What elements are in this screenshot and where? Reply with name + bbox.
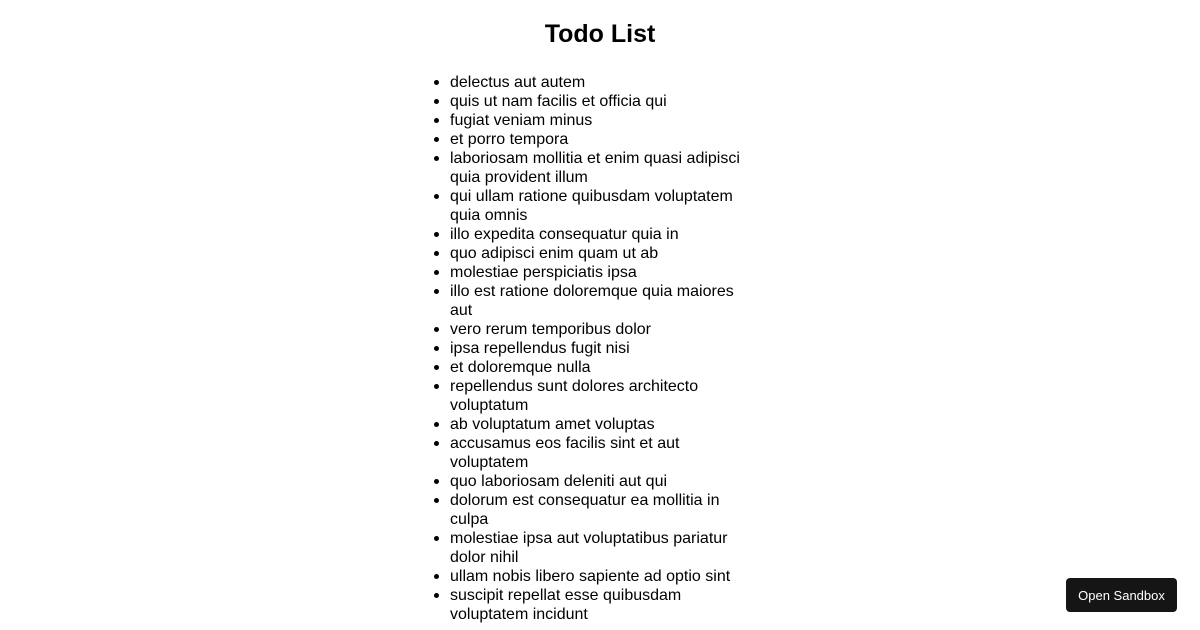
todo-item-text: quo adipisci enim quam ut ab bbox=[450, 245, 659, 262]
todo-item-text: illo expedita consequatur quia in bbox=[450, 226, 679, 243]
todo-item-text: fugiat veniam minus bbox=[450, 112, 593, 129]
todo-item-text: ipsa repellendus fugit nisi bbox=[450, 340, 630, 357]
todo-item bbox=[450, 377, 750, 415]
bullet-icon bbox=[434, 156, 439, 161]
todo-item bbox=[450, 111, 750, 130]
bullet-icon bbox=[434, 137, 439, 142]
todo-item-text: delectus aut autem bbox=[450, 74, 586, 91]
todo-item bbox=[450, 130, 750, 149]
todo-item bbox=[450, 187, 750, 225]
bullet-icon bbox=[434, 346, 439, 351]
todo-item-text: et doloremque nulla bbox=[450, 359, 591, 376]
todo-item bbox=[450, 92, 750, 111]
page-title: Todo List bbox=[544, 20, 656, 48]
bullet-icon bbox=[434, 194, 439, 199]
todo-item-text: ab voluptatum amet voluptas bbox=[450, 416, 655, 433]
todo-item-text: vero rerum temporibus dolor bbox=[450, 321, 651, 338]
todo-item-text: molestiae ipsa aut voluptatibus pariatur dolor nihil bbox=[450, 530, 728, 566]
todo-item-text: repellendus sunt dolores architecto voluptatum bbox=[450, 378, 699, 414]
todo-item bbox=[450, 586, 750, 624]
todo-list bbox=[450, 73, 750, 624]
bullet-icon bbox=[434, 99, 439, 104]
todo-item-text: quis ut nam facilis et officia qui bbox=[450, 93, 667, 110]
todo-item bbox=[450, 282, 750, 320]
todo-item bbox=[450, 320, 750, 339]
bullet-icon bbox=[434, 498, 439, 503]
todo-item bbox=[450, 434, 750, 472]
bullet-icon bbox=[434, 270, 439, 275]
todo-item bbox=[450, 415, 750, 434]
bullet-icon bbox=[434, 251, 439, 256]
bullet-icon bbox=[434, 80, 439, 85]
todo-item-text: molestiae perspiciatis ipsa bbox=[450, 264, 637, 281]
todo-item-text: qui ullam ratione quibusdam voluptatem quia omnis bbox=[450, 188, 733, 224]
open-sandbox-button[interactable]: Open Sandbox bbox=[1066, 578, 1177, 612]
bullet-icon bbox=[434, 118, 439, 123]
todo-item bbox=[450, 149, 750, 187]
todo-item bbox=[450, 358, 750, 377]
bullet-icon bbox=[434, 574, 439, 579]
todo-item-text: suscipit repellat esse quibusdam voluptatem incidunt bbox=[450, 587, 682, 623]
bullet-icon bbox=[434, 422, 439, 427]
todo-item bbox=[450, 73, 750, 92]
todo-item-text: dolorum est consequatur ea mollitia in culpa bbox=[450, 492, 720, 528]
todo-item bbox=[450, 567, 750, 586]
bullet-icon bbox=[434, 384, 439, 389]
todo-item bbox=[450, 244, 750, 263]
todo-item bbox=[450, 529, 750, 567]
todo-item-text: quo laboriosam deleniti aut qui bbox=[450, 473, 668, 490]
todo-item-text: illo est ratione doloremque quia maiores aut bbox=[450, 283, 734, 319]
bullet-icon bbox=[434, 593, 439, 598]
todo-item-text: ullam nobis libero sapiente ad optio sint bbox=[450, 568, 731, 585]
bullet-icon bbox=[434, 479, 439, 484]
bullet-icon bbox=[434, 289, 439, 294]
bullet-icon bbox=[434, 441, 439, 446]
todo-item-text: laboriosam mollitia et enim quasi adipisci quia provident illum bbox=[450, 150, 740, 186]
todo-item-text: accusamus eos facilis sint et aut voluptatem bbox=[450, 435, 680, 471]
todo-item bbox=[450, 339, 750, 358]
bullet-icon bbox=[434, 327, 439, 332]
bullet-icon bbox=[434, 232, 439, 237]
todo-item bbox=[450, 491, 750, 529]
todo-item bbox=[450, 472, 750, 491]
bullet-icon bbox=[434, 536, 439, 541]
bullet-icon bbox=[434, 365, 439, 370]
todo-item bbox=[450, 263, 750, 282]
todo-item-text: et porro tempora bbox=[450, 131, 569, 148]
todo-item bbox=[450, 225, 750, 244]
